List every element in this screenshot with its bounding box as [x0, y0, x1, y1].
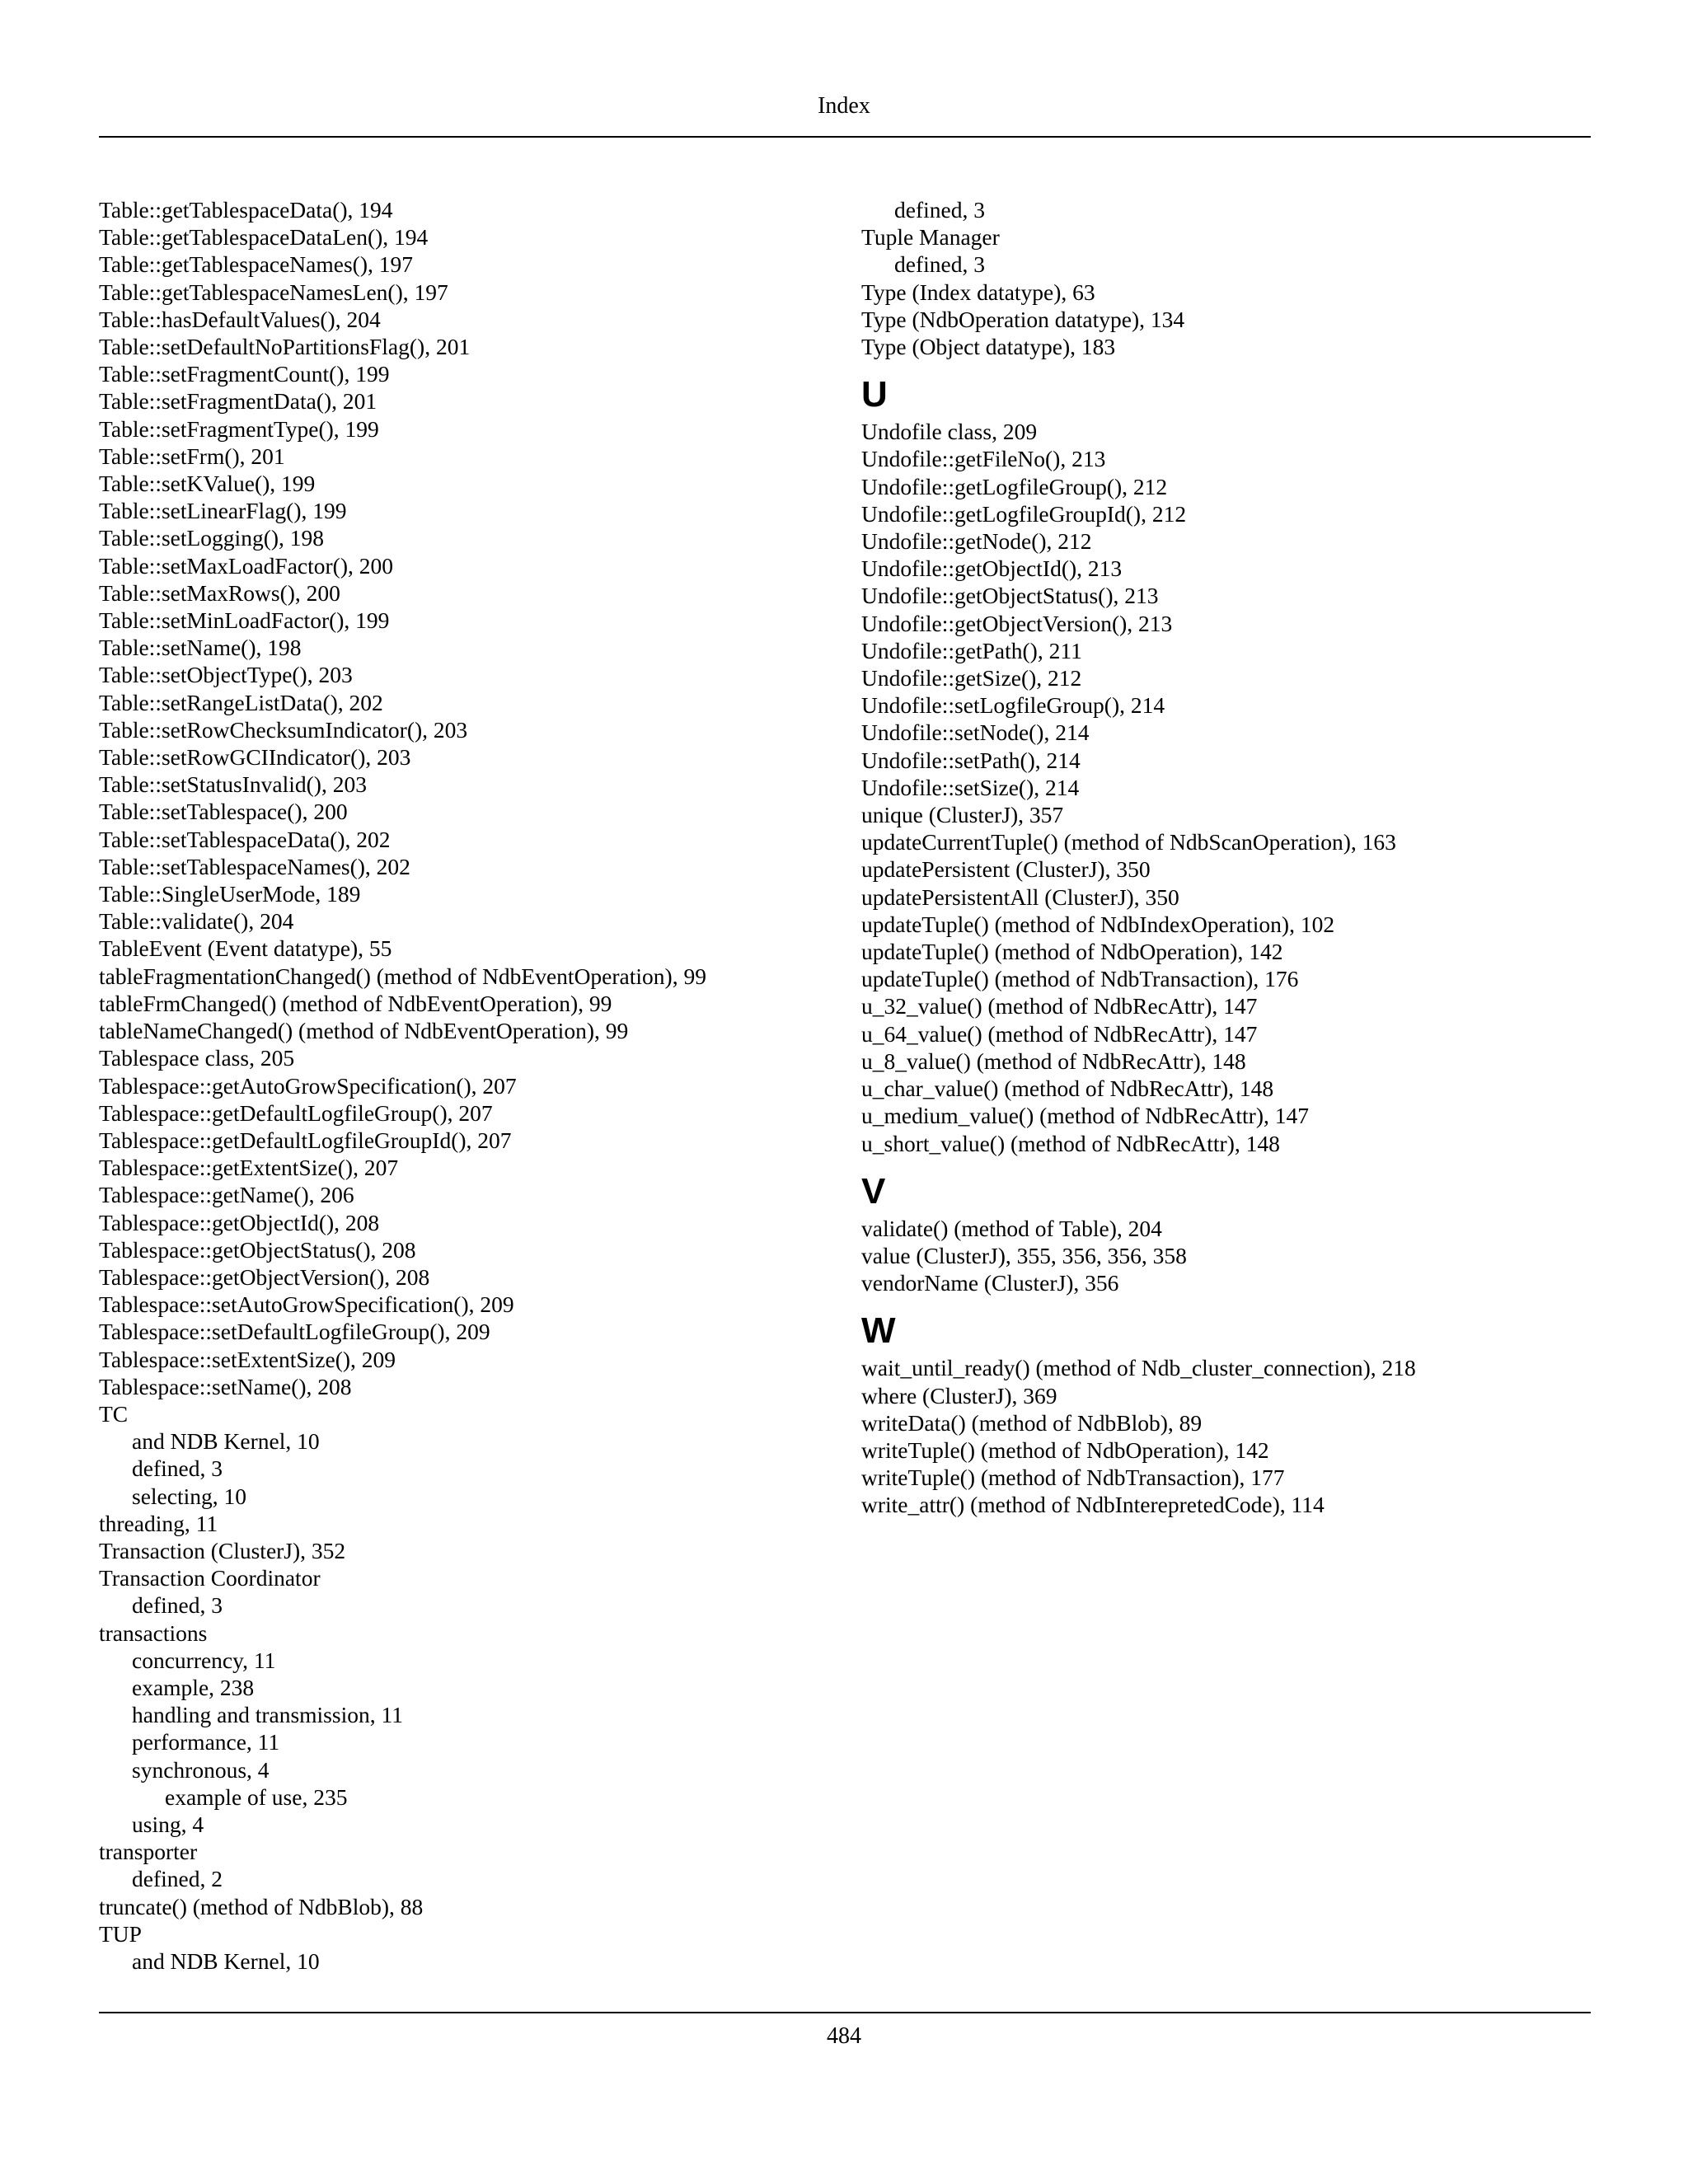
- index-entry: Undofile::getNode(), 212: [861, 528, 1092, 555]
- index-entry: Table::setRangeListData(), 202: [99, 689, 383, 715]
- index-entry: Table::setKValue(), 199: [99, 471, 316, 497]
- index-subentry: example of use, 235: [165, 1783, 348, 1810]
- index-entry: writeTuple() (method of NdbOperation), 142: [861, 1436, 1269, 1463]
- page-number: 484: [827, 2023, 861, 2049]
- index-entry: tableFragmentationChanged() (method of NdbEventOperation), 99: [99, 963, 706, 989]
- index-entry: updatePersistentAll (ClusterJ), 350: [861, 883, 1179, 910]
- index-entry: Table::validate(), 204: [99, 908, 294, 935]
- index-entry: Transaction Coordinator: [99, 1565, 321, 1591]
- index-entry: value (ClusterJ), 355, 356, 356, 358: [861, 1242, 1187, 1268]
- index-entry: writeData() (method of NdbBlob), 89: [861, 1409, 1203, 1436]
- index-subentry: concurrency, 11: [132, 1647, 276, 1673]
- index-subentry: using, 4: [132, 1811, 204, 1837]
- index-subentry: defined, 2: [132, 1866, 223, 1892]
- index-entry: Table::setFragmentData(), 201: [99, 388, 377, 415]
- index-entry: Tablespace::getAutoGrowSpecification(), 207: [99, 1072, 517, 1099]
- index-entry: Tablespace::setAutoGrowSpecification(), 209: [99, 1291, 514, 1318]
- index-entry: wait_until_ready() (method of Ndb_cluster_connection), 218: [861, 1355, 1416, 1381]
- index-entry: Undofile class, 209: [861, 419, 1038, 445]
- index-subentry: selecting, 10: [132, 1483, 246, 1509]
- index-entry: Tablespace::setDefaultLogfileGroup(), 209: [99, 1319, 490, 1345]
- index-entry: Table::setMinLoadFactor(), 199: [99, 607, 390, 634]
- index-entry: updateTuple() (method of NdbIndexOperation), 102: [861, 911, 1335, 937]
- index-subentry: example, 238: [132, 1674, 255, 1700]
- index-entry: Tablespace::getObjectStatus(), 208: [99, 1236, 416, 1263]
- index-subentry: handling and transmission, 11: [132, 1702, 403, 1728]
- index-entry: Undofile::getSize(), 212: [861, 665, 1082, 691]
- index-entry: Type (NdbOperation datatype), 134: [861, 306, 1185, 332]
- index-column-left: [99, 196, 841, 1975]
- index-entry: TableEvent (Event datatype), 55: [99, 935, 392, 962]
- index-entry: u_64_value() (method of NdbRecAttr), 147: [861, 1020, 1258, 1047]
- index-entry: Table::setStatusInvalid(), 203: [99, 771, 367, 798]
- index-entry: validate() (method of Table), 204: [861, 1215, 1162, 1241]
- index-entry: Undofile::setLogfileGroup(), 214: [861, 692, 1165, 719]
- index-entry: Table::getTablespaceDataLen(), 194: [99, 224, 429, 251]
- index-entry: u_32_value() (method of NdbRecAttr), 147: [861, 993, 1258, 1019]
- index-entry: writeTuple() (method of NdbTransaction), 177: [861, 1465, 1285, 1491]
- index-entry: unique (ClusterJ), 357: [861, 802, 1064, 828]
- index-entry: Undofile::getPath(), 211: [861, 637, 1082, 663]
- index-entry: Undofile::getLogfileGroupId(), 212: [861, 500, 1187, 527]
- index-entry: Table::setDefaultNoPartitionsFlag(), 201: [99, 334, 471, 360]
- index-entry: Table::getTablespaceNames(), 197: [99, 251, 413, 278]
- index-entry: Table::getTablespaceNamesLen(), 197: [99, 279, 448, 305]
- index-entry: Table::setFragmentCount(), 199: [99, 361, 390, 387]
- index-entry: updatePersistent (ClusterJ), 350: [861, 856, 1151, 883]
- index-entry: Table::setObjectType(), 203: [99, 662, 353, 688]
- header-rule: [99, 136, 1591, 138]
- index-subentry: and NDB Kernel, 10: [132, 1428, 320, 1455]
- index-subentry: performance, 11: [132, 1729, 280, 1755]
- index-entry: truncate() (method of NdbBlob), 88: [99, 1893, 424, 1919]
- index-entry: Tablespace::getExtentSize(), 207: [99, 1155, 399, 1181]
- index-entry: Undofile::setSize(), 214: [861, 774, 1080, 800]
- index-entry: write_attr() (method of NdbInterepretedCode), 114: [861, 1492, 1325, 1518]
- index-entry: Table::setFrm(), 201: [99, 443, 285, 469]
- index-entry: Undofile::getObjectId(), 213: [861, 555, 1123, 582]
- index-entry: Table::hasDefaultValues(), 204: [99, 306, 381, 332]
- index-entry: u_short_value() (method of NdbRecAttr), 148: [861, 1130, 1280, 1156]
- index-entry: Tablespace::getObjectVersion(), 208: [99, 1263, 430, 1290]
- index-entry: TUP: [99, 1920, 142, 1947]
- index-entry: Tablespace::getObjectId(), 208: [99, 1209, 380, 1235]
- index-entry: Type (Index datatype), 63: [861, 279, 1095, 305]
- index-entry: u_char_value() (method of NdbRecAttr), 148: [861, 1076, 1274, 1102]
- index-entry: threading, 11: [99, 1510, 218, 1536]
- index-entry: tableNameChanged() (method of NdbEventOperation), 99: [99, 1018, 629, 1044]
- index-subentry: defined, 3: [894, 251, 985, 278]
- footer-rule: [99, 2012, 1591, 2013]
- index-entry: u_medium_value() (method of NdbRecAttr), 147: [861, 1103, 1309, 1129]
- index-entry: Table::setRowChecksumIndicator(), 203: [99, 716, 468, 743]
- index-entry: updateTuple() (method of NdbOperation), 142: [861, 939, 1283, 965]
- index-entry: Undofile::setPath(), 214: [861, 747, 1081, 773]
- index-entry: Tablespace::getName(), 206: [99, 1182, 354, 1208]
- index-entry: transactions: [99, 1619, 208, 1646]
- index-entry: where (ClusterJ), 369: [861, 1382, 1057, 1408]
- index-entry: Tablespace::setName(), 208: [99, 1373, 352, 1399]
- index-entry: Table::SingleUserMode, 189: [99, 881, 361, 907]
- index-subentry: defined, 3: [132, 1455, 223, 1482]
- index-entry: tableFrmChanged() (method of NdbEventOperation), 99: [99, 990, 612, 1016]
- index-entry: transporter: [99, 1839, 198, 1865]
- index-entry: Undofile::getObjectVersion(), 213: [861, 610, 1173, 636]
- index-entry: Table::setTablespace(), 200: [99, 799, 348, 825]
- index-entry: Tablespace::getDefaultLogfileGroupId(), 207: [99, 1127, 512, 1153]
- index-entry: Table::setRowGCIIndicator(), 203: [99, 744, 411, 771]
- index-entry: Table::setMaxLoadFactor(), 200: [99, 552, 393, 579]
- index-entry: Undofile::getFileNo(), 213: [861, 446, 1106, 472]
- section-letter-heading: U: [861, 374, 888, 415]
- index-entry: Tuple Manager: [861, 224, 1000, 251]
- index-column-right: [861, 196, 1587, 1519]
- index-subentry: defined, 3: [894, 197, 985, 223]
- index-entry: Table::getTablespaceData(), 194: [99, 197, 393, 223]
- index-entry: Table::setFragmentType(), 199: [99, 415, 379, 442]
- index-entry: Tablespace::getDefaultLogfileGroup(), 207: [99, 1099, 493, 1126]
- index-entry: Undofile::getLogfileGroup(), 212: [861, 473, 1168, 499]
- index-entry: vendorName (ClusterJ), 356: [861, 1270, 1119, 1296]
- index-entry: Table::setLogging(), 198: [99, 525, 325, 551]
- index-entry: u_8_value() (method of NdbRecAttr), 148: [861, 1047, 1246, 1074]
- index-entry: Type (Object datatype), 183: [861, 334, 1116, 360]
- index-entry: Undofile::setNode(), 214: [861, 719, 1090, 746]
- index-entry: Undofile::getObjectStatus(), 213: [861, 583, 1159, 609]
- index-entry: Table::setName(), 198: [99, 635, 302, 661]
- index-entry: TC: [99, 1400, 129, 1427]
- index-entry: Table::setMaxRows(), 200: [99, 579, 340, 606]
- running-header: Index: [818, 93, 870, 119]
- index-entry: updateCurrentTuple() (method of NdbScanOperation), 163: [861, 829, 1396, 855]
- index-entry: Table::setTablespaceNames(), 202: [99, 853, 410, 879]
- section-letter-heading: V: [861, 1170, 886, 1212]
- index-entry: Table::setLinearFlag(), 199: [99, 498, 347, 524]
- index-entry: Table::setTablespaceData(), 202: [99, 826, 391, 852]
- index-entry: Transaction (ClusterJ), 352: [99, 1537, 346, 1563]
- index-entry: Tablespace class, 205: [99, 1045, 295, 1071]
- index-entry: Tablespace::setExtentSize(), 209: [99, 1346, 396, 1372]
- index-subentry: synchronous, 4: [132, 1756, 270, 1783]
- index-subentry: defined, 3: [132, 1592, 223, 1619]
- section-letter-heading: W: [861, 1310, 896, 1352]
- index-subentry: and NDB Kernel, 10: [132, 1948, 320, 1974]
- index-entry: updateTuple() (method of NdbTransaction), 176: [861, 966, 1299, 992]
